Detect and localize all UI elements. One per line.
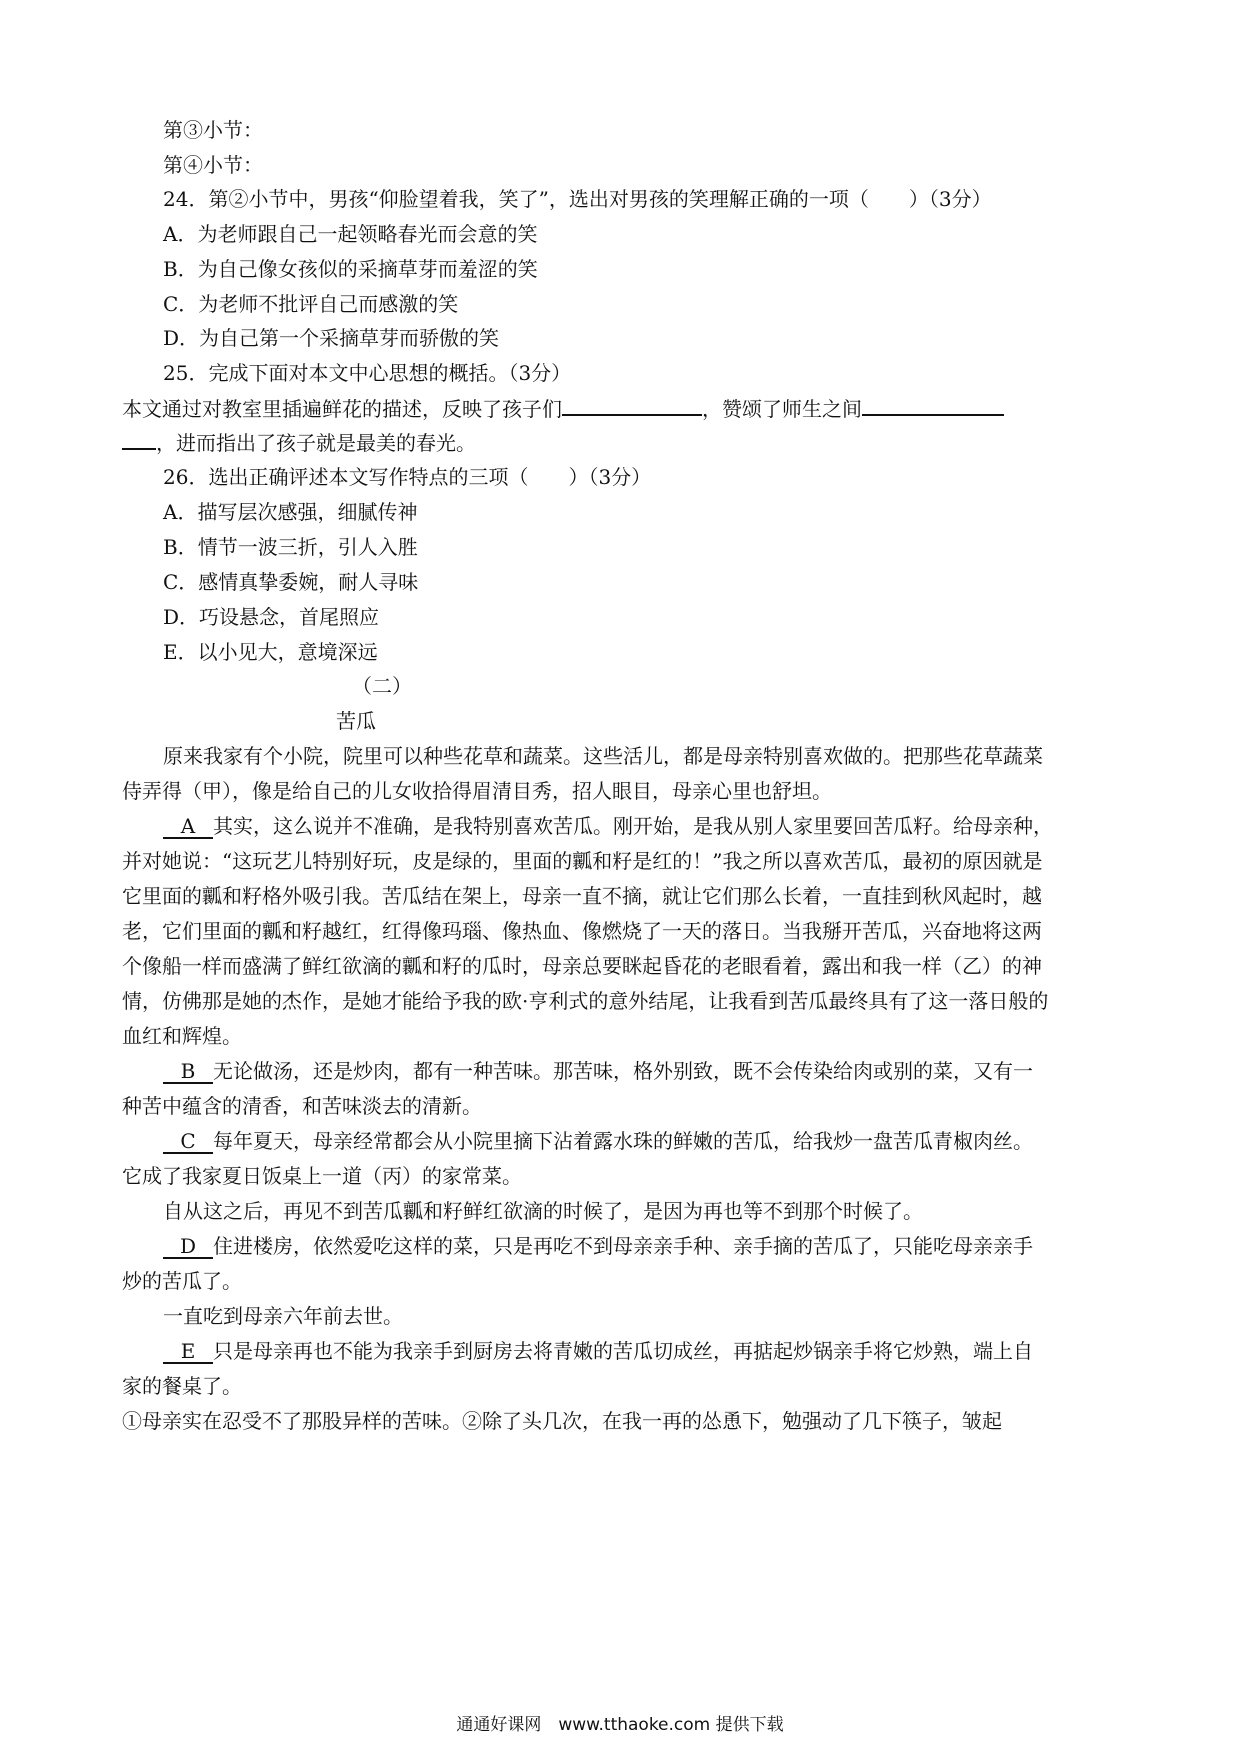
paragraph-a-line3: 它里面的瓤和籽格外吸引我。苦瓜结在架上，母亲一直不摘，就让它们那么长着，一直挂到秋风起时，越	[122, 884, 1042, 908]
q25-blank-2-part2[interactable]	[122, 428, 156, 450]
q26-option-e: E．以小见大，意境深远	[163, 640, 378, 664]
paragraph-a-line2: 并对她说：“这玩艺儿特别好玩，皮是绿的，里面的瓤和籽是红的！”我之所以喜欢苦瓜，最初的原因就是	[122, 849, 1043, 873]
q25-summary-line2	[122, 428, 476, 457]
q24-stem: 24．第②小节中，男孩“仰脸望着我，笑了”，选出对男孩的笑理解正确的一项（ ）（3分）	[163, 187, 992, 211]
q25-blank-1[interactable]	[562, 394, 702, 416]
q26-option-a: A．描写层次感强，细腻传神	[163, 500, 418, 524]
q24-option-c: C．为老师不批评自己而感激的笑	[163, 292, 459, 316]
q26-option-c: C．感情真挚委婉，耐人寻味	[163, 570, 419, 594]
paragraph-e-text1: 只是母亲再也不能为我亲手到厨房去将青嫩的苦瓜切成丝，再掂起炒锅亲手将它炒熟，端上自	[213, 1339, 1033, 1363]
blank-marker-b: B	[163, 1060, 213, 1084]
blank-marker-e: E	[163, 1340, 213, 1364]
paragraph-e-line1	[163, 1337, 1033, 1365]
paragraph-d-line1	[163, 1232, 1033, 1260]
paragraph-a-line5: 个像船一样而盛满了鲜红欲滴的瓤和籽的瓜时，母亲总要眯起昏花的老眼看着，露出和我一样（乙）的神	[122, 954, 1042, 978]
paragraph-since: 自从这之后，再见不到苦瓜瓤和籽鲜红欲滴的时候了，是因为再也等不到那个时候了。	[163, 1199, 923, 1223]
paragraph-a-line4: 老，它们里面的瓤和籽越红，红得像玛瑙、像热血、像燃烧了一天的落日。当我掰开苦瓜，兴奋地将这两	[122, 919, 1042, 943]
paragraph-a-text1: 其实，这么说并不准确，是我特别喜欢苦瓜。刚开始，是我从别人家里要回苦瓜籽。给母亲种，	[213, 814, 1053, 838]
paragraph-b-line1	[163, 1057, 1033, 1085]
q23-item3: 第③小节：	[163, 118, 263, 142]
q25-stem: 25．完成下面对本文中心思想的概括。（3分）	[163, 361, 572, 385]
paragraph1-line1: 原来我家有个小院，院里可以种些花草和蔬菜。这些活儿，都是母亲特别喜欢做的。把那些花草蔬菜	[163, 744, 1043, 768]
passage-title: 苦瓜	[336, 709, 376, 733]
q24-option-d: D．为自己第一个采摘草芽而骄傲的笑	[163, 326, 500, 350]
blank-marker-d: D	[163, 1235, 213, 1259]
paragraph-a-line1	[163, 812, 1053, 840]
q25-text-a: 本文通过对教室里插遍鲜花的描述，反映了孩子们	[122, 397, 562, 421]
paragraph-until: 一直吃到母亲六年前去世。	[163, 1304, 403, 1328]
paragraph-d-text1: 住进楼房，依然爱吃这样的菜，只是再吃不到母亲亲手种、亲手摘的苦瓜了，只能吃母亲亲手	[213, 1234, 1033, 1258]
q25-text-b: ，赞颂了师生之间	[702, 397, 862, 421]
q24-option-b: B．为自己像女孩似的采摘草芽而羞涩的笑	[163, 257, 538, 281]
q26-option-b: B．情节一波三折，引人入胜	[163, 535, 418, 559]
q26-stem: 26．选出正确评述本文写作特点的三项（ ）（3分）	[163, 465, 652, 489]
q25-summary-line1	[122, 394, 1004, 423]
paragraph-c-line2: 它成了我家夏日饭桌上一道（丙）的家常菜。	[122, 1164, 522, 1188]
blank-marker-a: A	[163, 815, 213, 839]
q25-text-c: ，进而指出了孩子就是最美的春光。	[156, 431, 476, 455]
paragraph-b-text1: 无论做汤，还是炒肉，都有一种苦味。那苦味，格外别致，既不会传染给肉或别的菜，又有一	[213, 1059, 1033, 1083]
q26-option-d: D．巧设悬念，首尾照应	[163, 605, 380, 629]
paragraph-last: ①母亲实在忍受不了那股异样的苦味。②除了头几次，在我一再的怂恿下，勉强动了几下筷子，皱起	[122, 1409, 1002, 1433]
q23-item4: 第④小节：	[163, 153, 263, 177]
q25-blank-2-part1[interactable]	[862, 394, 1004, 416]
page-footer: 通通好课网 www.tthaoke.com 提供下载	[456, 1715, 784, 1735]
q24-option-a: A．为老师跟自己一起领略春光而会意的笑	[163, 222, 538, 246]
section-heading: （二）	[352, 674, 412, 698]
paragraph1-line2: 侍弄得（甲），像是给自己的儿女收拾得眉清目秀，招人眼目，母亲心里也舒坦。	[122, 779, 832, 803]
paragraph-c-text1: 每年夏天，母亲经常都会从小院里摘下沾着露水珠的鲜嫩的苦瓜，给我炒一盘苦瓜青椒肉丝。	[213, 1129, 1033, 1153]
paragraph-d-line2: 炒的苦瓜了。	[122, 1269, 242, 1293]
paragraph-a-line7: 血红和辉煌。	[122, 1024, 242, 1048]
paragraph-c-line1	[163, 1127, 1033, 1155]
paragraph-a-line6: 情，仿佛那是她的杰作，是她才能给予我的欧·亨利式的意外结尾，让我看到苦瓜最终具有了这一落日般的	[122, 989, 1049, 1013]
blank-marker-c: C	[163, 1130, 213, 1154]
paragraph-b-line2: 种苦中蕴含的清香，和苦味淡去的清新。	[122, 1094, 482, 1118]
paragraph-e-line2: 家的餐桌了。	[122, 1374, 242, 1398]
